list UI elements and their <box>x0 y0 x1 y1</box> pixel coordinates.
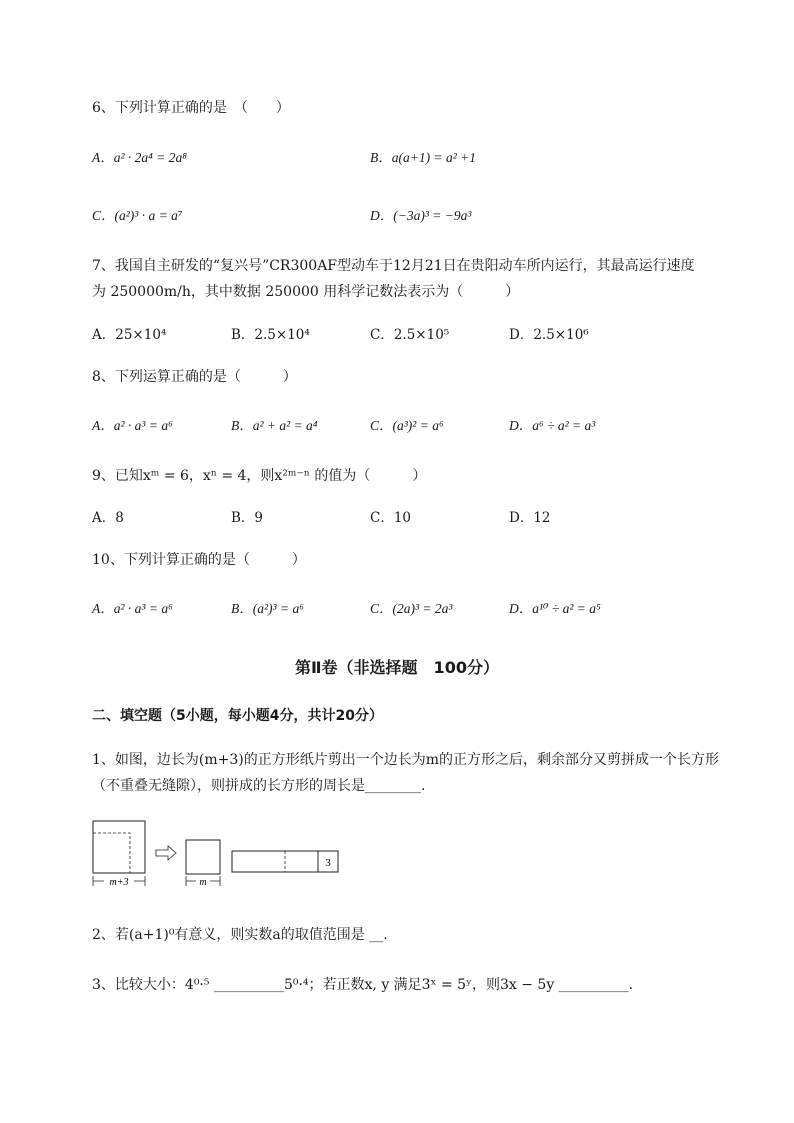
label-3: 3 <box>325 857 331 869</box>
section-2-title: 第Ⅱ卷（非选择题 100分） <box>295 658 499 677</box>
question-9-option-a: A．8 <box>92 510 124 526</box>
middle-square <box>186 840 220 874</box>
question-6-option-a: A．a² · 2a⁴ = 2a⁸ <box>92 150 187 165</box>
question-7-option-b: B．2.5×10⁴ <box>231 327 310 343</box>
inner-square-dashed <box>93 833 130 873</box>
question-7-option-c: C．2.5×10⁵ <box>370 327 450 343</box>
question-10-option-a: A．a² · a³ = a⁶ <box>92 601 173 616</box>
question-8-option-c: C．(a³)² = a⁶ <box>370 418 444 433</box>
question-6-option-c: C．(a²)³ · a = a⁷ <box>92 208 183 223</box>
question-7-option-d: D．2.5×10⁶ <box>509 327 589 343</box>
arrow-icon <box>156 846 176 860</box>
question-7-stem-line-1: 7、我国自主研发的“复兴号”CR300AF型动车于12月21日在贵阳动车所内运行，其最高运行速度 <box>92 258 695 274</box>
question-8-stem: 8、下列运算正确的是（ ） <box>92 369 297 385</box>
label-m: m <box>199 877 207 888</box>
fill-question-3: 3、比较大小：4⁰·⁵ __________5⁰·⁴；若正数x, y 满足3ˣ = 5ʸ，则3x − 5y __________. <box>92 977 634 993</box>
label-m-plus-3: m+3 <box>109 877 129 888</box>
fill-question-1-line-1: 1、如图，边长为(m+3)的正方形纸片剪出一个边长为m的正方形之后，剩余部分又剪拼成一个长方形 <box>92 752 720 768</box>
question-9-option-b: B．9 <box>231 510 264 526</box>
question-6-stem: 6、下列计算正确的是 （ ） <box>92 100 290 116</box>
question-9-option-c: C．10 <box>370 510 412 526</box>
fill-question-1-figure <box>92 820 342 890</box>
question-9-stem: 9、已知xᵐ = 6，xⁿ = 4，则x²ᵐ⁻ⁿ 的值为（ ） <box>92 468 427 484</box>
question-6-option-d: D．(−3a)³ = −9a³ <box>370 208 472 223</box>
large-square <box>93 821 145 873</box>
question-10-option-c: C．(2a)³ = 2a³ <box>370 601 453 616</box>
question-10-stem: 10、下列计算正确的是（ ） <box>92 552 306 568</box>
fill-in-section-title: 二、填空题（5小题，每小题4分，共计20分） <box>92 708 383 724</box>
question-8-option-d: D．a⁶ ÷ a² = a³ <box>509 418 596 433</box>
question-8-option-a: A．a² · a³ = a⁶ <box>92 418 173 433</box>
question-10-option-b: B．(a²)³ = a⁶ <box>231 601 304 616</box>
question-10-option-d: D．a¹⁰ ÷ a² = a⁵ <box>509 601 601 616</box>
question-8-option-b: B．a² + a² = a⁴ <box>231 418 318 433</box>
question-6-option-b: B．a(a+1) = a² +1 <box>370 150 476 165</box>
question-7-stem-line-2: 为 250000m/h，其中数据 250000 用科学记数法表示为（ ） <box>92 284 520 300</box>
question-7-option-a: A．25×10⁴ <box>92 327 167 343</box>
fill-question-1-line-2: （不重叠无缝隙），则拼成的长方形的周长是________. <box>92 778 426 794</box>
fill-question-2: 2、若(a+1)⁰有意义，则实数a的取值范围是 __. <box>92 927 388 943</box>
question-9-option-d: D．12 <box>509 510 551 526</box>
